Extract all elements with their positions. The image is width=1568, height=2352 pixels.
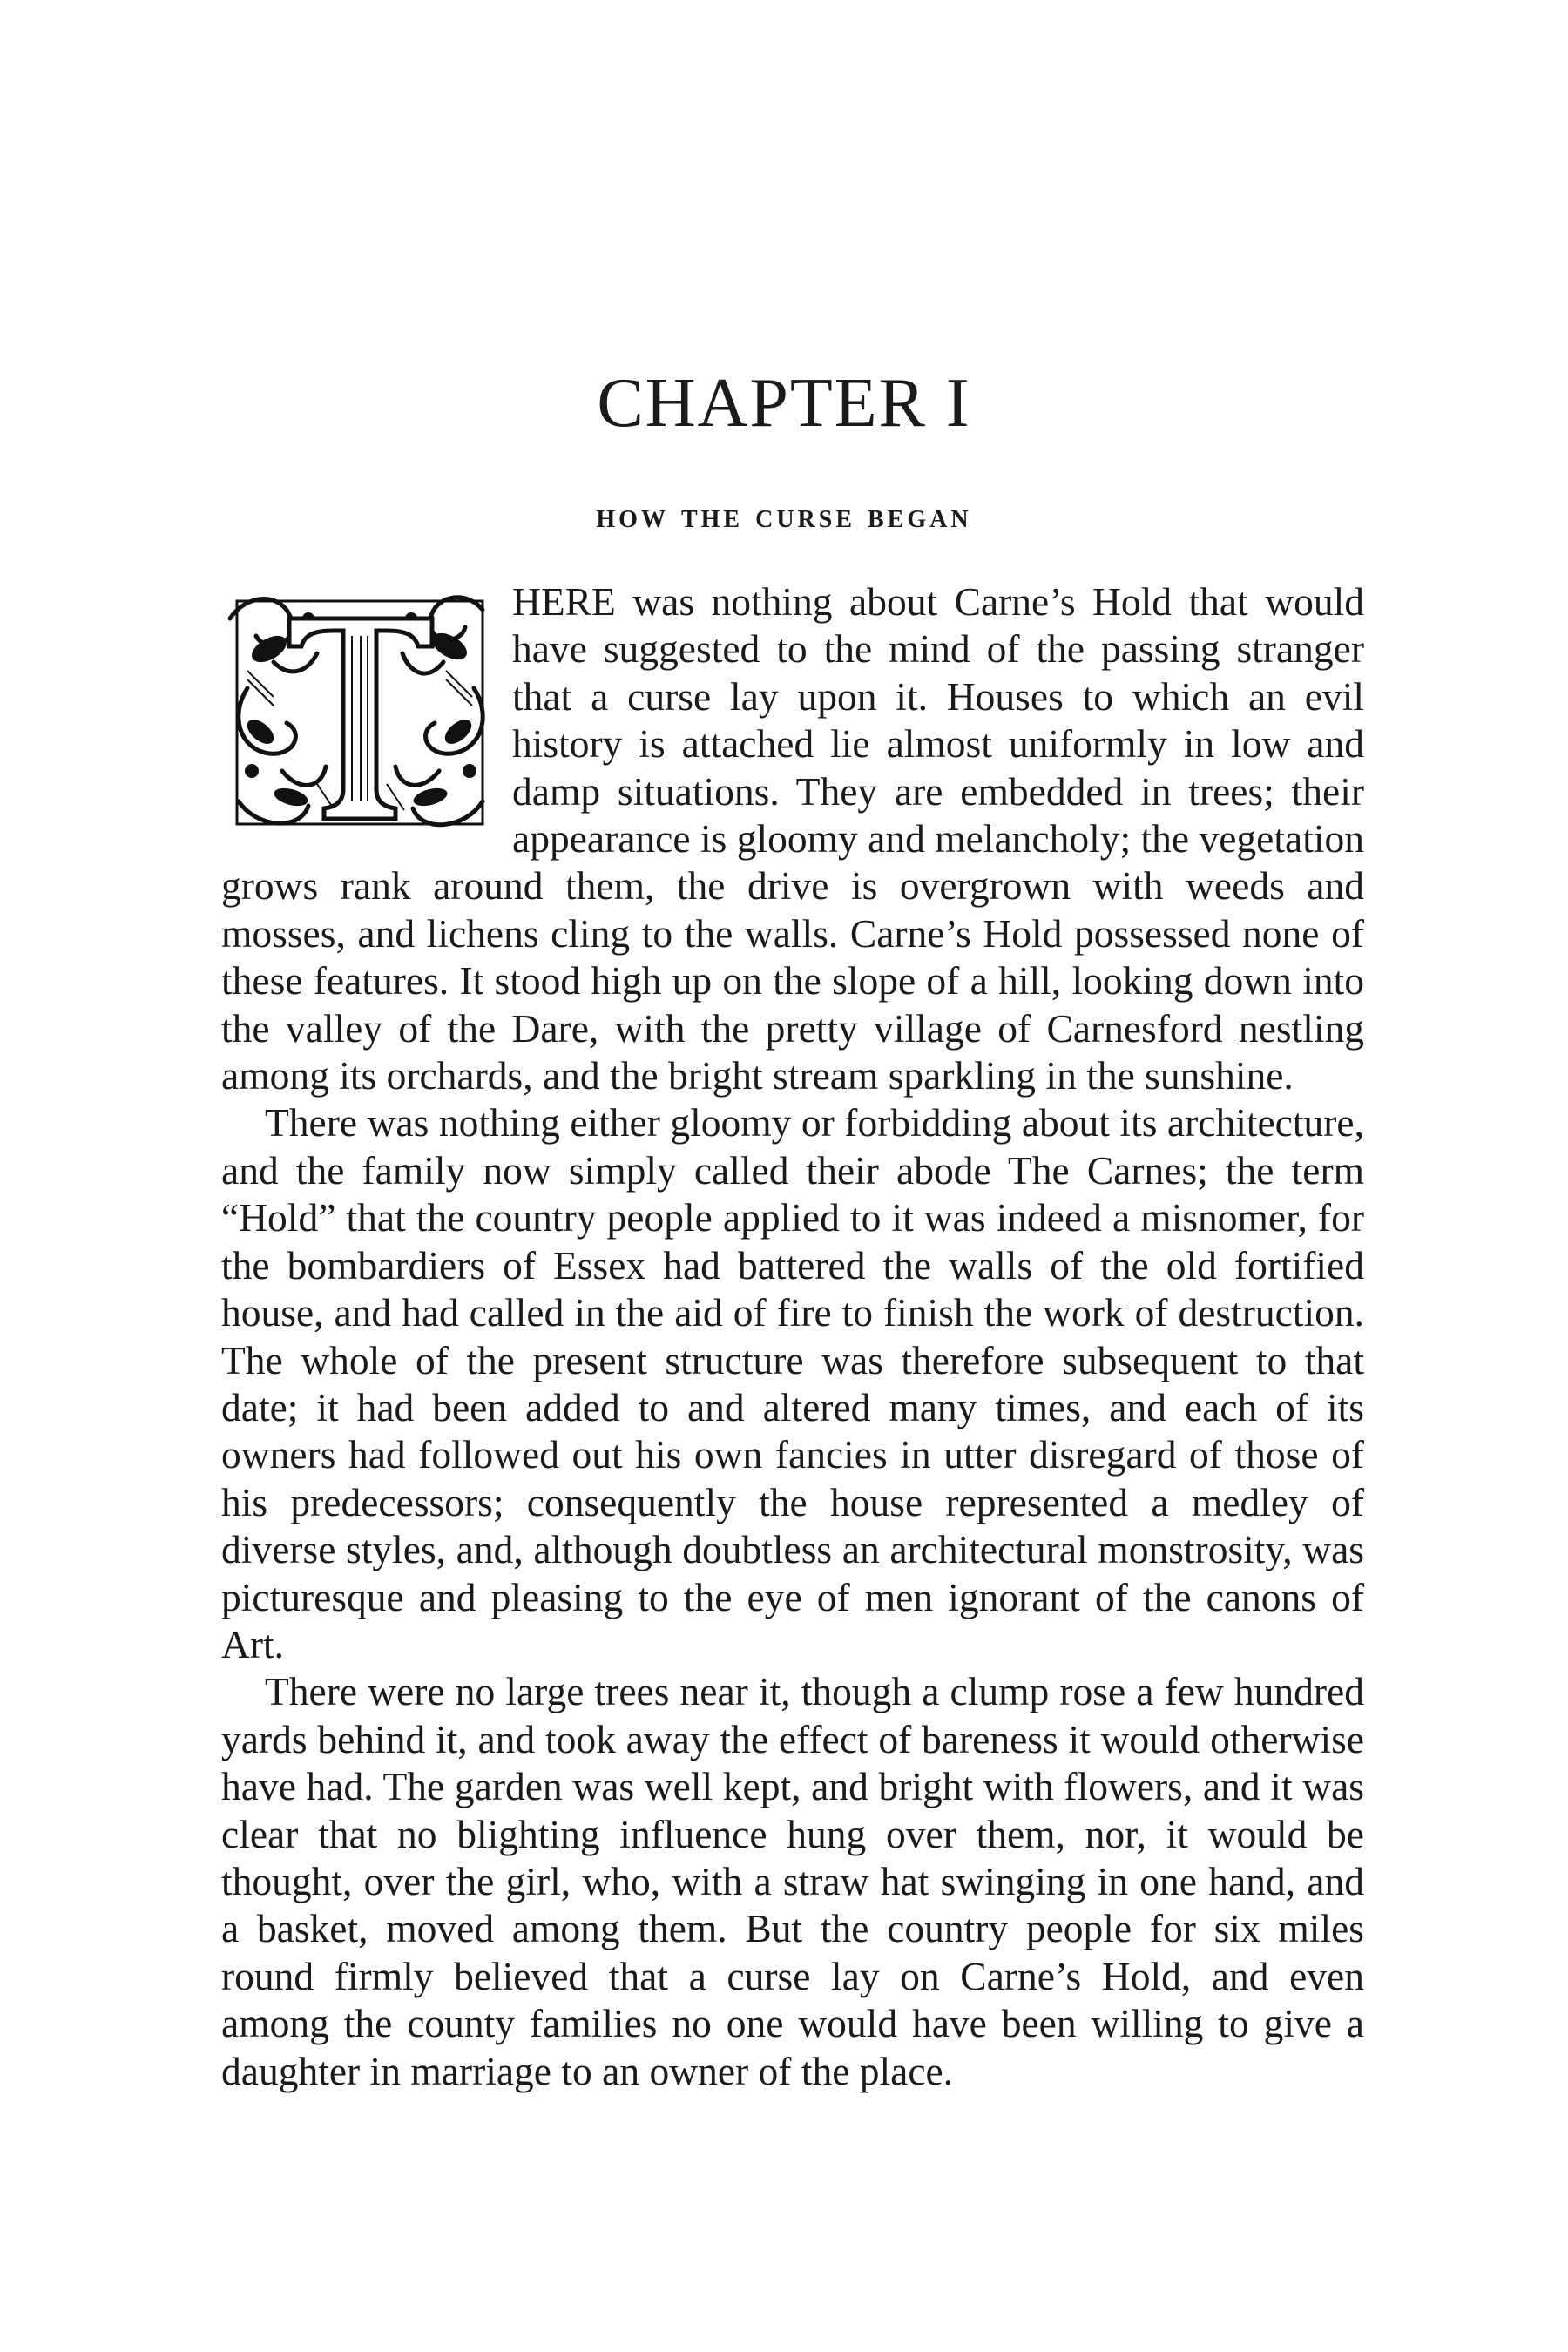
drop-cap-initial xyxy=(221,584,498,838)
paragraph-3: There were no large trees near it, though a clump rose a few hundred yards behind it, and took away the effect of bareness it would otherwise have had. The garden was well kept, and bright with flowers, and it was clear that no blighting influence hung over them, nor, it would be thought, over the girl, who, with a straw hat swinging in one hand, and a basket, moved among them. But the country people for six miles round firmly believed that a curse lay on Carne’s Hold, and even among the county families no one would have been willing to give a daughter in marriage to an owner of the place. xyxy=(221,1669,1364,2093)
chapter-body xyxy=(221,578,1364,2095)
paragraph-1: HERE was nothing about Carne’s Hold that would have suggested to the mind of the passing stranger that a curse lay upon it. Houses to which an evil history is attached lie almost uniformly in low and damp situations. They are embedded in trees; their appearance is gloomy and melancholy; the vegetation grows rank around them, the drive is overgrown with weeds and mosses, and lichens cling to the walls. Carne’s Hold possessed none of these features. It stood high up on the slope of a hill, looking down into the valley of the Dare, with the pretty village of Carnesford nestling among its orchards, and the bright stream sparkling in the sunshine. xyxy=(221,579,1364,1098)
chapter-subtitle: how the curse began xyxy=(596,496,972,535)
paragraph-2: There was nothing either gloomy or forbidding about its architecture, and the family now simply called their abode The Carnes; the term “Hold” that the country people applied to it was indeed a misnomer, for the bombardiers of Essex had battered the walls of the old fortified house, and had called in the aid of fire to finish the work of destruction. The whole of the present structure was therefore subsequent to that date; it had been added to and altered many times, and each of its owners had followed out his own fancies in utter disregard of those of his predecessors; consequently the house represented a medley of diverse styles, and, although doubtless an architectural monstrosity, was picturesque and pleasing to the eye of men ignorant of the canons of Art. xyxy=(221,1100,1364,1666)
chapter-title: CHAPTER I xyxy=(597,365,971,442)
ornamental-initial-icon xyxy=(221,584,498,838)
